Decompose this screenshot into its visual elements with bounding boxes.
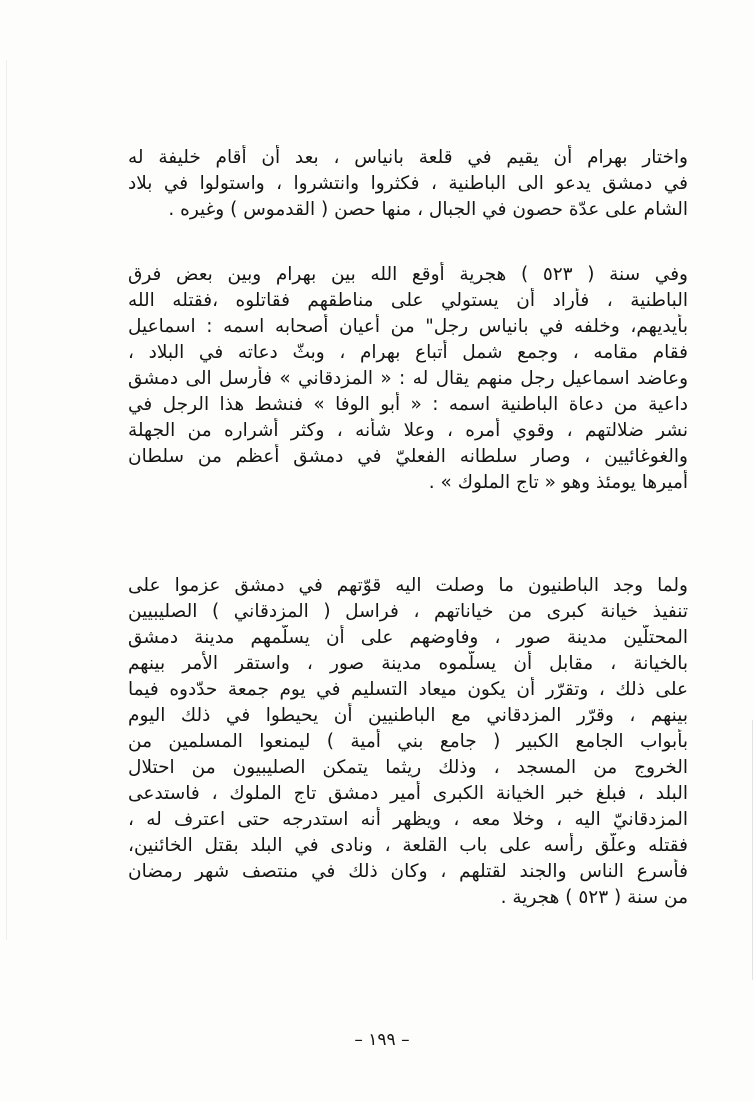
text-line: والغوغائيين ، وصار سلطانه الفعليّ في دمشق أعظم من سلطان — [128, 446, 688, 467]
text-line: ولما وجد الباطنيون ما وصلت اليه قوّتهم في دمشق عزموا على — [128, 575, 688, 596]
text-line: بأيديهم، وخلفه في بانياس رجل" من أعيان أصحابه اسمه : اسماعيل — [128, 316, 688, 337]
paragraph-3 — [128, 573, 688, 911]
text-line: من سنة ( ٥٢٣ ) هجرية . — [500, 887, 688, 908]
text-line: في دمشق يدعو الى الباطنية ، فكثروا وانتشروا ، واستولوا في بلاد — [128, 173, 688, 194]
scan-edge-mark-right — [752, 720, 753, 980]
paragraph-1 — [128, 145, 688, 223]
text-line: نشر ضلالتهم ، وقوي أمره ، وعلا شأنه ، وكثر أشراره من الجهلة — [128, 420, 688, 441]
text-line: الخروج من المسجد ، وذلك ريثما يتمكن الصليبيون من احتلال — [128, 757, 688, 778]
paragraph-2 — [128, 262, 688, 496]
text-line: بالخيانة ، مقابل أن يسلّموه مدينة صور ، واستقر الأمر بينهم — [128, 653, 688, 674]
text-line: وعاضد اسماعيل رجل منهم يقال له : « المزدقاني » فأرسل الى دمشق — [128, 368, 688, 389]
text-line: داعية من دعاة الباطنية اسمه : « أبو الوفا » فنشط هذا الرجل في — [128, 394, 688, 415]
text-line: على ذلك ، وتقرّر أن يكون ميعاد التسليم في يوم جمعة حدّدوه فيما — [128, 679, 688, 700]
text-line: فقام مقامه ، وجمع شمل أتباع بهرام ، وبثّ دعاته في البلاد ، — [128, 342, 688, 363]
text-line: فأسرع الناس والجند لقتلهم ، وكان ذلك في منتصف شهر رمضان — [128, 861, 688, 882]
text-line: بينهم ، وقرّر المزدقاني مع الباطنيين أن يحيطوا في ذلك اليوم — [128, 705, 688, 726]
text-line: بأبواب الجامع الكبير ( جامع بني أمية ) ليمنعوا المسلمين من — [128, 731, 688, 752]
text-line: الباطنية ، فأراد أن يستولي على مناطقهم فقاتلوه ،فقتله الله — [128, 290, 688, 311]
text-line: المحتلّين مدينة صور ، وفاوضهم على أن يسلّمهم مدينة دمشق — [128, 627, 688, 648]
text-line: تنفيذ خيانة كبرى من خياناتهم ، فراسل ( المزدقاني ) الصليبيين — [128, 601, 688, 622]
text-line: الشام على عدّة حصون في الجبال ، منها حصن ( القدموس ) وغيره . — [168, 199, 688, 220]
page-number: – ١٩٩ – — [354, 1030, 410, 1050]
text-line: أميرها يومئذ وهو « تاج الملوك » . — [428, 472, 688, 493]
text-line: البلد ، فبلغ خبر الخيانة الكبرى أمير دمشق تاج الملوك ، فاستدعى — [128, 783, 688, 804]
scan-edge-mark-left — [6, 60, 7, 940]
text-line: واختار بهرام أن يقيم في قلعة بانياس ، بعد أن أقام خليفة له — [128, 147, 688, 168]
text-line: المزدقانيّ اليه ، وخلا معه ، ويظهر أنه استدرجه حتى اعترف له ، — [128, 809, 688, 830]
text-line: فقتله وعلّق رأسه على باب القلعة ، ونادى في البلد بقتل الخائنين، — [128, 835, 688, 856]
text-line: وفي سنة ( ٥٢٣ ) هجرية أوقع الله بين بهرام وبين بعض فرق — [128, 264, 688, 285]
